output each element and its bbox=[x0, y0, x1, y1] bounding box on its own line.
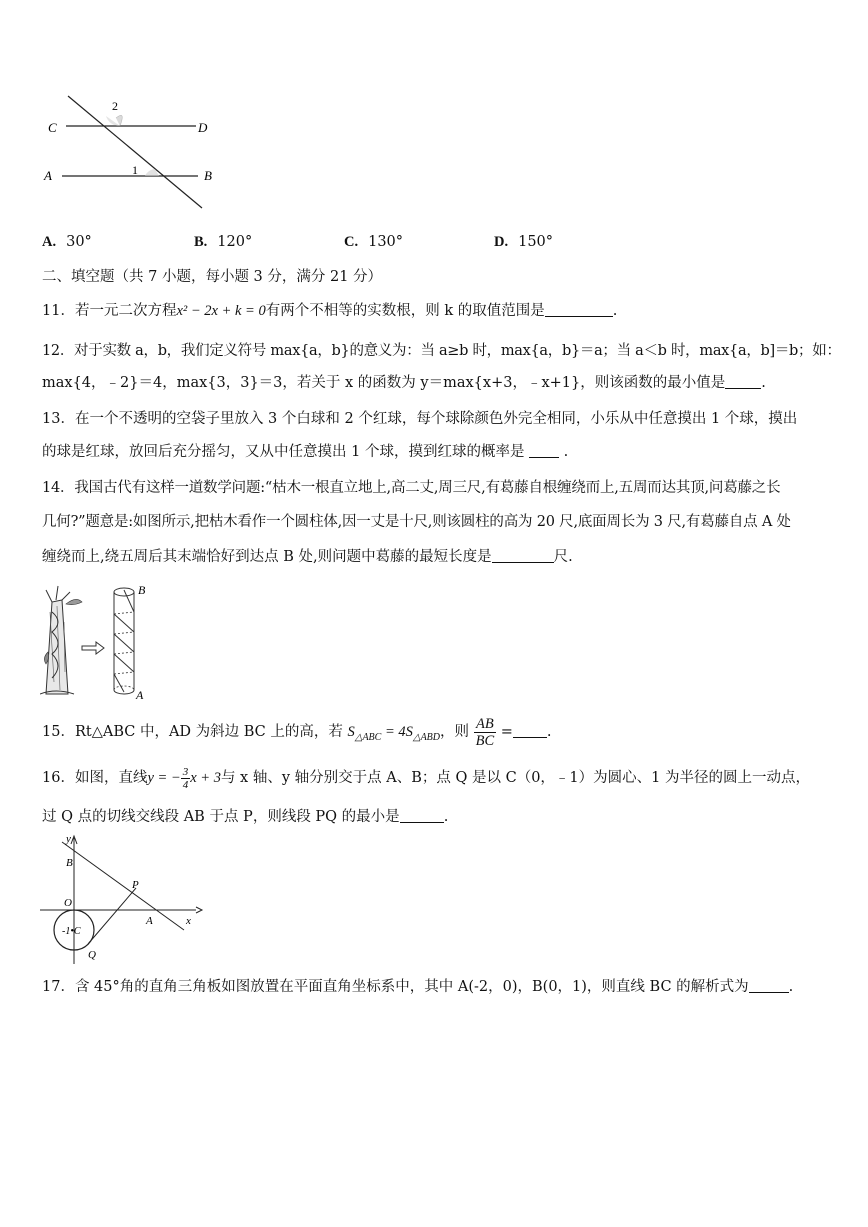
label-b: B bbox=[138, 583, 146, 597]
question-11: 11．若一元二次方程x² − 2x + k = 0有两个不相等的实数根，则 k 的取值范围是 . bbox=[42, 303, 618, 319]
angle-2: 2 bbox=[112, 99, 118, 113]
option-b: B. 120° bbox=[194, 234, 253, 250]
label-c: -1•C bbox=[62, 926, 81, 937]
question-14-line2: 几何?”题意是:如图所示,把枯木看作一个圆柱体,因一丈是十尺,则该圆柱的高为 20 尺,底面周长为 3 尺,有葛藤自点 A 处 bbox=[42, 514, 791, 530]
option-d: D. 150° bbox=[494, 234, 554, 250]
question-13-line1: 13．在一个不透明的空袋子里放入 3 个白球和 2 个红球，每个球除颜色外完全相同，小乐从中任意摸出 1 个球，摸出 bbox=[42, 411, 798, 427]
label-b: B bbox=[204, 168, 212, 183]
question-16-line2: 过 Q 点的切线交线段 AB 于点 P，则线段 PQ 的最小是 . bbox=[42, 809, 449, 825]
question-14-line1: 14．我国古代有这样一道数学问题:“枯木一根直立地上,高二丈,周三尺,有葛藤自根缠绕而上,五周而达其顶,问葛藤之长 bbox=[42, 480, 781, 496]
question-13-line2: 的球是红球，放回后充分摇匀，又从中任意摸出 1 个球，摸到红球的概率是 . bbox=[42, 444, 569, 460]
angle-1: 1 bbox=[132, 163, 138, 177]
label-a: A bbox=[44, 168, 52, 183]
question-16-line1: 16．如图，直线y = − $\frac{3}{4}$ x + 3与 x 轴、y 轴分别交于点 A、B；点 Q 是以 C（0，﹣1）为圆心、1 为半径的圆上一动点， bbox=[42, 765, 810, 791]
option-a: A. 30° bbox=[42, 234, 92, 250]
option-c: C. 130° bbox=[344, 234, 404, 250]
coordinate-circle-figure bbox=[36, 832, 206, 968]
label-c: C bbox=[48, 120, 57, 135]
label-d: D bbox=[198, 120, 208, 135]
ab-bc-fraction: $\frac{AB}{BC}$ bbox=[475, 715, 495, 749]
label-a: A bbox=[146, 915, 153, 927]
question-17: 17．含 45°角的直角三角板如图放置在平面直角坐标系中，其中 A(-2，0)，B(0，1)，则直线 BC 的解析式为 . bbox=[42, 979, 794, 995]
three-quarters-fraction: $\frac{3}{4}$ bbox=[182, 765, 189, 791]
label-o: O bbox=[64, 897, 72, 909]
question-12-line1: 12．对于实数 a，b，我们定义符号 max{a，b}的意义为：当 a≥b 时，max{a，b}＝a；当 a＜b 时，max{a，b]＝b；如： bbox=[42, 343, 841, 359]
parallel-lines-figure bbox=[40, 90, 230, 215]
label-a: A bbox=[136, 688, 144, 700]
question-14-line3: 缠绕而上,绕五周后其末端恰好到达点 B 处,则问题中葛藤的最短长度是 尺. bbox=[42, 549, 573, 565]
tree-cylinder-figure bbox=[40, 582, 160, 700]
axis-y: y bbox=[66, 833, 71, 845]
label-q: Q bbox=[88, 949, 96, 961]
section-title: 二、填空题（共 7 小题，每小题 3 分，满分 21 分） bbox=[42, 269, 383, 285]
question-12-line2: max{4，﹣2}＝4，max{3，3}＝3，若关于 x 的函数为 y＝max{x+3，﹣x+1}，则该函数的最小值是 . bbox=[42, 375, 766, 391]
label-p: P bbox=[132, 879, 139, 891]
question-15: 15．Rt△ABC 中，AD 为斜边 BC 上的高，若 $S_{\triangle ABC} = 4S_{\triangle ABD}$，则 $\frac{AB}{BC}$ = . bbox=[42, 715, 552, 749]
label-b: B bbox=[66, 857, 73, 869]
axis-x: x bbox=[186, 915, 191, 927]
